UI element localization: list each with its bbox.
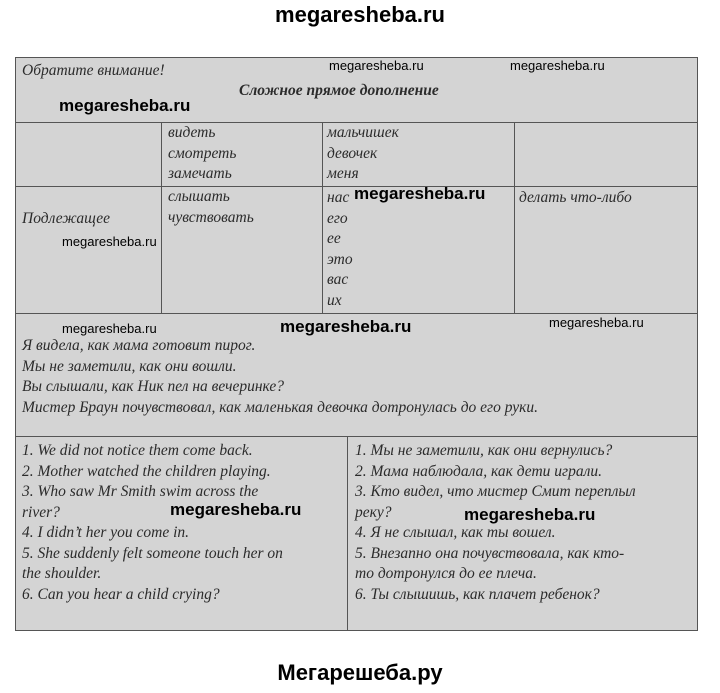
russian-line: реку? xyxy=(355,503,392,521)
russian-line: 4. Я не слышал, как ты вошел. xyxy=(355,524,556,541)
russian-line: то дотронулся до ее плеча. xyxy=(355,565,537,582)
watermark: megaresheba.ru xyxy=(62,234,157,249)
object-item: девочек xyxy=(327,144,378,162)
verb-item: замечать xyxy=(168,165,232,182)
note-label: Обратите внимание! xyxy=(22,62,165,79)
object-item: нас xyxy=(327,189,350,206)
column-divider xyxy=(514,122,515,313)
object-item: меня xyxy=(327,165,359,182)
row-divider xyxy=(16,436,697,437)
note-title: Сложное прямое дополнение xyxy=(239,82,439,99)
english-line: 2. Mother watched the children playing. xyxy=(22,462,271,480)
verbs-list-a xyxy=(168,123,236,185)
column-divider xyxy=(161,122,162,313)
action-label: делать что-либо xyxy=(519,189,632,206)
verb-item: смотреть xyxy=(168,144,237,162)
subject-label: Подлежащее xyxy=(22,210,111,227)
object-item: вас xyxy=(327,271,349,288)
watermark: megaresheba.ru xyxy=(170,500,302,519)
grammar-table xyxy=(15,57,698,631)
footer-title: Мегарешеба.ру xyxy=(277,660,443,685)
verb-item: видеть xyxy=(168,124,216,141)
example-sentence: Я видела, как мама готовит пирог. xyxy=(22,337,256,354)
verb-item: слышать xyxy=(168,188,230,205)
watermark: megaresheba.ru xyxy=(354,184,486,203)
watermark: megaresheba.ru xyxy=(464,505,596,524)
english-line: the shoulder. xyxy=(22,565,102,582)
verb-item: чувствовать xyxy=(168,208,254,226)
russian-line: 3. Кто видел, что мистер Смит переплыл xyxy=(355,483,636,500)
object-item: ее xyxy=(327,230,341,247)
object-item: их xyxy=(327,291,342,309)
site-title: megaresheba.ru xyxy=(275,2,445,27)
english-line: 5. She suddenly felt someone touch her on xyxy=(22,544,283,562)
row-divider xyxy=(16,313,697,314)
object-item: его xyxy=(327,209,348,227)
object-item: мальчишек xyxy=(327,124,399,141)
column-divider xyxy=(322,122,323,313)
english-line: 4. I didn’t her you come in. xyxy=(22,524,190,541)
russian-line: 6. Ты слышишь, как плачет ребенок? xyxy=(355,585,600,603)
watermark: megaresheba.ru xyxy=(280,317,412,336)
russian-line: 5. Внезапно она почувствовала, как кто- xyxy=(355,544,625,562)
english-line: river? xyxy=(22,503,60,521)
english-line: 3. Who saw Mr Smith swim across the xyxy=(22,483,259,500)
english-line: 1. We did not notice them come back. xyxy=(22,442,253,459)
watermark: megaresheba.ru xyxy=(62,321,157,336)
example-sentence: Вы слышали, как Ник пел на вечеринке? xyxy=(22,378,285,395)
example-sentence: Мистер Браун почувствовал, как маленькая девочка дотронулась до его руки. xyxy=(22,398,539,416)
example-sentence: Мы не заметили, как они вошли. xyxy=(22,357,237,375)
object-item: это xyxy=(327,250,353,268)
column-divider xyxy=(347,436,348,630)
russian-line: 1. Мы не заметили, как они вернулись? xyxy=(355,442,613,459)
objects-list-b xyxy=(327,188,353,311)
watermark: megaresheba.ru xyxy=(59,96,191,115)
verbs-list-b xyxy=(168,187,254,228)
russian-line: 2. Мама наблюдала, как дети играли. xyxy=(355,462,602,480)
watermark: megaresheba.ru xyxy=(510,58,605,73)
objects-list-a xyxy=(327,123,399,185)
english-line: 6. Can you hear a child crying? xyxy=(22,585,220,603)
examples-list xyxy=(22,336,538,418)
watermark: megaresheba.ru xyxy=(549,315,644,330)
english-sentences xyxy=(22,441,283,605)
watermark: megaresheba.ru xyxy=(329,58,424,73)
